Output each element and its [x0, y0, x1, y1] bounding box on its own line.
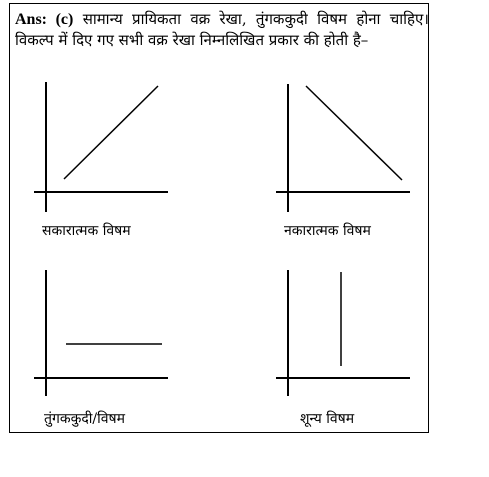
- falling-line: [306, 86, 402, 180]
- answer-paragraph: [15, 9, 429, 50]
- caption-leptokurtic: तुंगककुदी/विषम: [44, 411, 126, 427]
- positive-skew-diagram: [34, 80, 174, 215]
- answer-prefix: Ans: (c): [15, 11, 74, 28]
- graph-leptokurtic: [34, 268, 174, 398]
- zero-skew-diagram: [276, 268, 416, 398]
- graph-positive-skew: [34, 80, 174, 215]
- answer-text: सामान्य प्रायिकता वक्र रेखा, तुंगककुदी विषम होना चाहिए। विकल्प में दिए गए सभी वक्र रेखा निम्नलिखित प्रकार की होती है–: [15, 10, 429, 49]
- rising-line: [64, 86, 158, 179]
- cut-off-text-fragment: [20, 430, 430, 436]
- negative-skew-diagram: [276, 80, 416, 215]
- caption-zero-skew: शून्य विषम: [300, 411, 355, 427]
- graph-negative-skew: [276, 80, 416, 215]
- caption-negative-skew: नकारात्मक विषम: [284, 223, 371, 239]
- caption-positive-skew: सकारात्मक विषम: [42, 223, 131, 239]
- leptokurtic-diagram: [34, 268, 174, 398]
- graph-zero-skew: [276, 268, 416, 398]
